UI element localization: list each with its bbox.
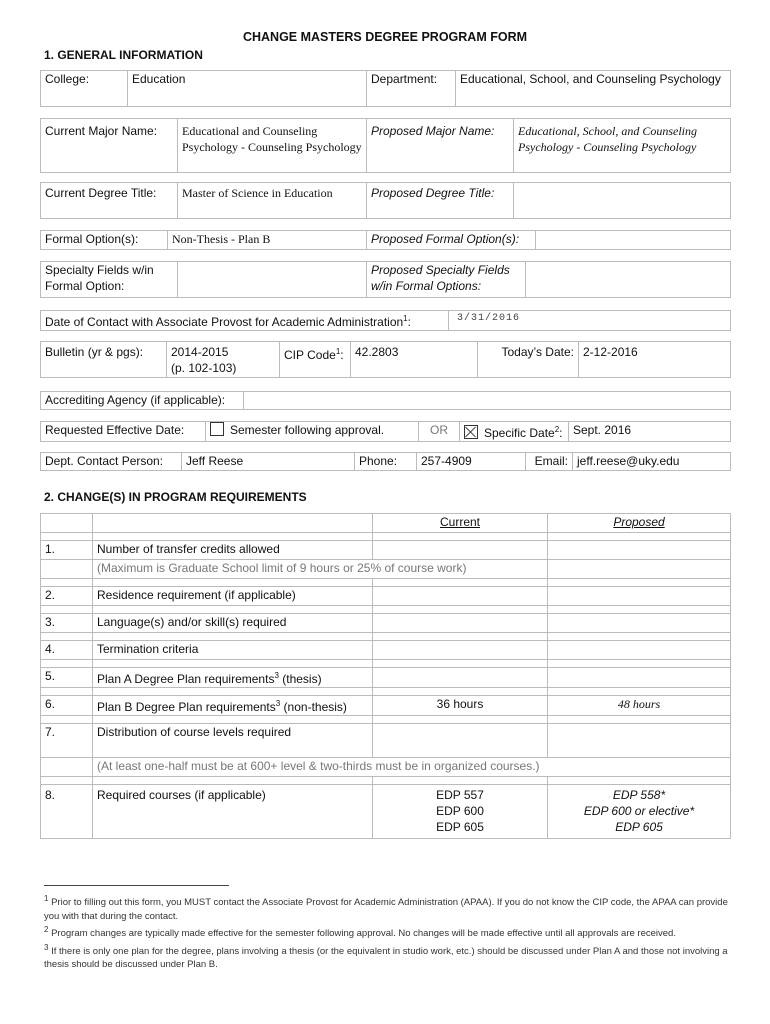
current-major-label: Current Major Name: (41, 119, 178, 173)
row-label: Language(s) and/or skill(s) required (93, 614, 373, 633)
row-label: Distribution of course levels required (93, 724, 373, 758)
cip-label: CIP Code$^1$: (280, 342, 351, 378)
row-number: 4. (41, 641, 93, 660)
table-row (41, 696, 731, 716)
degree-row (40, 182, 731, 219)
requirements-header (41, 514, 731, 533)
contact-date-label: Date of Contact with Associate Provost for Academic Administration$^1$: (41, 311, 449, 331)
row-label: Termination criteria (93, 641, 373, 660)
row-proposed[interactable] (548, 541, 731, 560)
footnotes (44, 892, 734, 972)
row-current[interactable] (373, 614, 548, 633)
row-note: (At least one-half must be at 600+ level & two-thirds must be in organized courses.) (93, 758, 731, 777)
table-row (41, 668, 731, 688)
proposed-degree-label: Proposed Degree Title: (367, 183, 514, 219)
row-current[interactable] (373, 668, 548, 688)
footnote: $^3$ If there is only one plan for the degree, plans involving a thesis (or the equivalent in studio work, etc.) should be discussed under Plan A and those not involving a thesis should be discussed under Plan B. (44, 942, 728, 971)
row-number: 8. (41, 785, 93, 839)
accrediting-label: Accrediting Agency (if applicable): (41, 392, 244, 410)
cip-value[interactable]: 42.2803 (351, 342, 478, 378)
college-value[interactable]: Education (128, 71, 367, 107)
row-proposed[interactable] (548, 614, 731, 633)
contact-person-value[interactable]: Jeff Reese (182, 453, 355, 471)
row-number: 2. (41, 587, 93, 606)
table-row (41, 614, 731, 633)
proposed-major-label: Proposed Major Name: (367, 119, 514, 173)
specific-date-checkbox[interactable] (464, 425, 478, 439)
row-label: Plan A Degree Plan requirements$^3$ (thesis) (93, 668, 373, 688)
accrediting-value[interactable] (244, 392, 731, 410)
college-label: College: (41, 71, 128, 107)
current-degree-label: Current Degree Title: (41, 183, 178, 219)
accrediting-row (40, 391, 731, 410)
table-row (41, 587, 731, 606)
row-current[interactable]: EDP 557 EDP 600 EDP 605 (373, 785, 548, 839)
department-label: Department: (367, 71, 456, 107)
proposed-specialty-label: Proposed Specialty Fields w/in Formal Options: (367, 262, 526, 298)
row-label: Plan B Degree Plan requirements$^3$ (non-thesis) (93, 696, 373, 716)
bulletin-row (40, 341, 731, 378)
contact-person-label: Dept. Contact Person: (41, 453, 182, 471)
row-current[interactable] (373, 641, 548, 660)
form-title: CHANGE MASTERS DEGREE PROGRAM FORM (242, 30, 528, 44)
effective-date-row (40, 421, 731, 442)
row-label: Number of transfer credits allowed (93, 541, 373, 560)
specialty-label: Specialty Fields w/in Formal Option: (41, 262, 178, 298)
table-row (41, 724, 731, 758)
phone-label: Phone: (355, 453, 417, 471)
proposed-major-value[interactable]: Educational, School, and Counseling Psychology - Counseling Psychology (514, 119, 731, 173)
section2-heading: 2. CHANGE(S) IN PROGRAM REQUIREMENTS (44, 490, 307, 504)
specific-date-option[interactable]: Specific Date$^2$: (460, 422, 569, 442)
today-label: Today’s Date: (478, 342, 579, 378)
row-number: 6. (41, 696, 93, 716)
row-proposed[interactable] (548, 641, 731, 660)
semester-option[interactable]: Semester following approval. (206, 422, 419, 442)
row-proposed[interactable] (548, 587, 731, 606)
row-current[interactable] (373, 541, 548, 560)
row-proposed[interactable]: 48 hours (548, 696, 731, 716)
col-proposed: Proposed (548, 514, 731, 533)
current-major-value[interactable]: Educational and Counseling Psychology - Counseling Psychology (178, 119, 367, 173)
or-text: OR (419, 422, 460, 442)
table-row (41, 641, 731, 660)
contact-person-row (40, 452, 731, 471)
table-row (41, 785, 731, 839)
formal-option-value[interactable]: Non-Thesis - Plan B (168, 231, 367, 250)
major-row (40, 118, 731, 173)
row-current[interactable] (373, 724, 548, 758)
proposed-specialty-value[interactable] (526, 262, 731, 298)
row-label: Required courses (if applicable) (93, 785, 373, 839)
requirements-table (40, 513, 731, 839)
phone-value[interactable]: 257-4909 (417, 453, 526, 471)
specific-date-value[interactable]: Sept. 2016 (569, 422, 731, 442)
row-proposed[interactable] (548, 724, 731, 758)
current-degree-value[interactable]: Master of Science in Education (178, 183, 367, 219)
row-proposed[interactable]: EDP 558* EDP 600 or elective* EDP 605 (548, 785, 731, 839)
email-label: Email: (526, 453, 573, 471)
proposed-degree-value[interactable] (514, 183, 731, 219)
section1-heading: 1. GENERAL INFORMATION (44, 48, 203, 62)
row-label: Residence requirement (if applicable) (93, 587, 373, 606)
contact-date-value[interactable]: 3/31/2016 (449, 311, 731, 331)
table-row (41, 541, 731, 560)
specialty-row (40, 261, 731, 298)
proposed-formal-option-label: Proposed Formal Option(s): (367, 231, 536, 250)
college-row (40, 70, 731, 107)
row-current[interactable]: 36 hours (373, 696, 548, 716)
today-value[interactable]: 2-12-2016 (579, 342, 731, 378)
proposed-formal-option-value[interactable] (536, 231, 731, 250)
footnote-rule (44, 885, 229, 886)
row-number: 1. (41, 541, 93, 560)
footnote: $^2$ Program changes are typically made effective for the semester following approval. No changes will be made effective until all approvals are received. (44, 925, 676, 940)
formal-option-row (40, 230, 731, 250)
contact-date-row (40, 310, 731, 331)
formal-option-label: Formal Option(s): (41, 231, 168, 250)
row-note: (Maximum is Graduate School limit of 9 hours or 25% of course work) (93, 560, 548, 579)
row-proposed[interactable] (548, 668, 731, 688)
bulletin-label: Bulletin (yr & pgs): (41, 342, 167, 378)
semester-checkbox[interactable] (210, 422, 224, 436)
department-value[interactable]: Educational, School, and Counseling Psychology (456, 71, 731, 107)
col-current: Current (373, 514, 548, 533)
footnote: $^1$ Prior to filling out this form, you MUST contact the Associate Provost for Academic Administration (APAA). If you do not know the CIP code, the APAA can provide you with that during the contact. (44, 894, 728, 922)
email-value[interactable]: jeff.reese@uky.edu (573, 453, 731, 471)
row-number: 7. (41, 724, 93, 758)
bulletin-value[interactable]: 2014-2015 (p. 102-103) (167, 342, 280, 378)
row-current[interactable] (373, 587, 548, 606)
effective-date-label: Requested Effective Date: (41, 422, 206, 442)
row-number: 5. (41, 668, 93, 688)
row-number: 3. (41, 614, 93, 633)
specialty-value[interactable] (178, 262, 367, 298)
